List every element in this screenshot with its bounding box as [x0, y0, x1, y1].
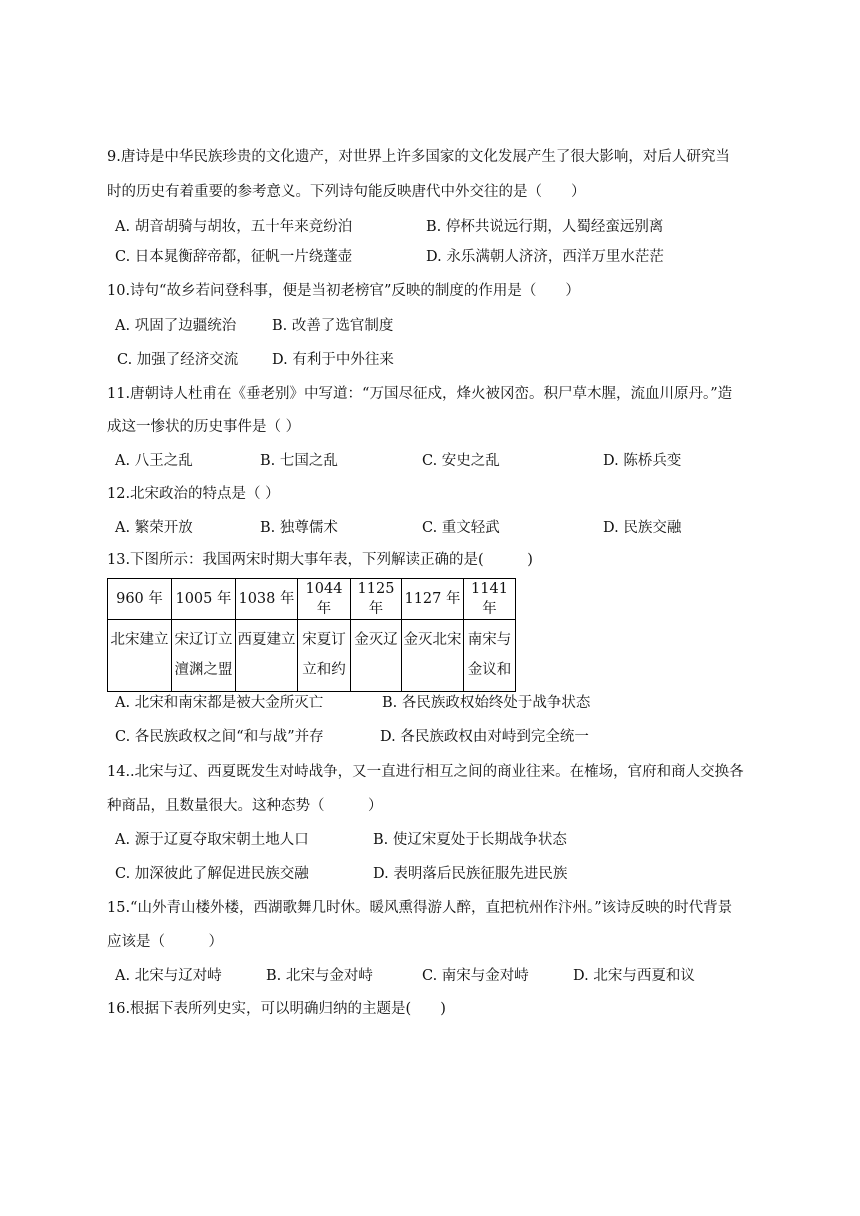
event-text: 宋辽订立: [174, 632, 233, 648]
event-text: 北宋建立: [110, 632, 169, 648]
event-text: 金议和: [467, 662, 512, 678]
event-text: 金灭辽: [354, 632, 398, 648]
table-cell-event: [298, 620, 351, 692]
event-text: 南宋与: [467, 632, 512, 648]
question-11-stem-line2: 成这一惨状的历史事件是（ ）: [107, 419, 301, 435]
question-14-option-c: C. 加深彼此了解促进民族交融: [115, 866, 309, 882]
question-11-option-d: D. 陈桥兵变: [603, 453, 682, 469]
table-row-events: [108, 620, 516, 692]
question-10-option-a: A. 巩固了边疆统治: [115, 318, 237, 334]
question-12-stem: 12.北宋政治的特点是（ ）: [107, 486, 280, 502]
table-cell-year: 1038 年: [236, 579, 298, 620]
question-12-option-c: C. 重文轻武: [422, 520, 500, 536]
table-cell-year: 1044 年: [298, 579, 351, 620]
question-15-option-b: B. 北宋与金对峙: [266, 968, 373, 984]
question-11-option-c: C. 安史之乱: [422, 453, 500, 469]
table-cell-year: 1125 年: [351, 579, 402, 620]
table-cell-event: [172, 620, 236, 692]
question-15-stem-line1: 15.“山外青山楼外楼，西湖歌舞几时休。暖风熏得游人醉，直把杭州作汴州。”该诗反映的时代背景: [107, 900, 733, 916]
question-15-option-c: C. 南宋与金对峙: [422, 968, 529, 984]
question-10-option-c: C. 加强了经济交流: [117, 352, 239, 368]
table-cell-year: 1005 年: [172, 579, 236, 620]
question-10-option-b: B. 改善了选官制度: [272, 318, 394, 334]
question-13-option-b: B. 各民族政权始终处于战争状态: [382, 695, 591, 711]
question-10-option-d: D. 有利于中外往来: [272, 352, 394, 368]
question-12-option-b: B. 独尊儒术: [260, 520, 338, 536]
event-text: 西夏建立: [237, 632, 296, 648]
question-9-option-a: A. 胡音胡骑与胡妆，五十年来竞纷泊: [115, 219, 353, 235]
question-13-option-a: A. 北宋和南宋都是被大金所灭亡: [115, 695, 324, 711]
question-14-stem-line1: 14..北宋与辽、西夏既发生对峙战争，又一直进行相互之间的商业往来。在榷场，官府和商人交换各: [107, 764, 744, 780]
question-9-option-c: C. 日本晁衡辞帝都，征帆一片绕蓬壶: [115, 249, 353, 265]
question-15-option-d: D. 北宋与西夏和议: [573, 968, 695, 984]
table-cell-year: 1127 年: [402, 579, 464, 620]
question-14-option-b: B. 使辽宋夏处于长期战争状态: [373, 832, 567, 848]
question-11-stem-line1: 11.唐朝诗人杜甫在《垂老别》中写道：“万国尽征戍，烽火被冈峦。积尸草木腥，流血川原丹。”造: [107, 386, 733, 402]
table-cell-event: [108, 620, 172, 692]
question-9-option-d: D. 永乐满朝人济济，西洋万里水茫茫: [426, 249, 664, 265]
question-9-stem-line1: 9.唐诗是中华民族珍贵的文化遗产，对世界上许多国家的文化发展产生了很大影响，对后人研究当: [107, 149, 730, 165]
question-11-option-a: A. 八王之乱: [115, 453, 193, 469]
question-14-option-a: A. 源于辽夏夺取宋朝土地人口: [115, 832, 309, 848]
question-12-option-d: D. 民族交融: [603, 520, 682, 536]
chronology-table: [107, 578, 516, 692]
question-12-option-a: A. 繁荣开放: [115, 520, 193, 536]
event-text: 澶渊之盟: [174, 662, 233, 678]
question-9-stem-line2: 时的历史有着重要的参考意义。下列诗句能反映唐代中外交往的是（ ）: [107, 184, 586, 200]
event-text: 立和约: [302, 662, 346, 678]
table-cell-year: 960 年: [108, 579, 172, 620]
question-13-option-c: C. 各民族政权之间“和与战”并存: [115, 729, 324, 745]
event-text: 宋夏订: [302, 632, 346, 648]
question-11-option-b: B. 七国之乱: [260, 453, 338, 469]
table-cell-event: [351, 620, 402, 692]
event-text: 金灭北宋: [403, 632, 462, 648]
table-cell-event: [402, 620, 464, 692]
question-10-stem: 10.诗句“故乡若问登科事，便是当初老榜官”反映的制度的作用是（ ）: [107, 283, 580, 299]
table-cell-event: [464, 620, 516, 692]
question-15-option-a: A. 北宋与辽对峙: [115, 968, 222, 984]
table-cell-event: [236, 620, 298, 692]
question-16-stem: 16.根据下表所列史实，可以明确归纳的主题是( ): [107, 1001, 446, 1017]
question-14-option-d: D. 表明落后民族征服先进民族: [373, 866, 568, 882]
question-14-stem-line2: 种商品，且数量很大。这种态势（ ）: [107, 798, 383, 814]
table-row-years: [108, 579, 516, 620]
question-13-option-d: D. 各民族政权由对峙到完全统一: [380, 729, 589, 745]
question-9-option-b: B. 停杯共说远行期，人蜀经蛮远别离: [426, 219, 664, 235]
question-15-stem-line2: 应该是（ ）: [107, 934, 223, 950]
question-13-stem: 13.下图所示：我国两宋时期大事年表，下列解读正确的是( ): [107, 552, 533, 568]
table-cell-year: 1141 年: [464, 579, 516, 620]
